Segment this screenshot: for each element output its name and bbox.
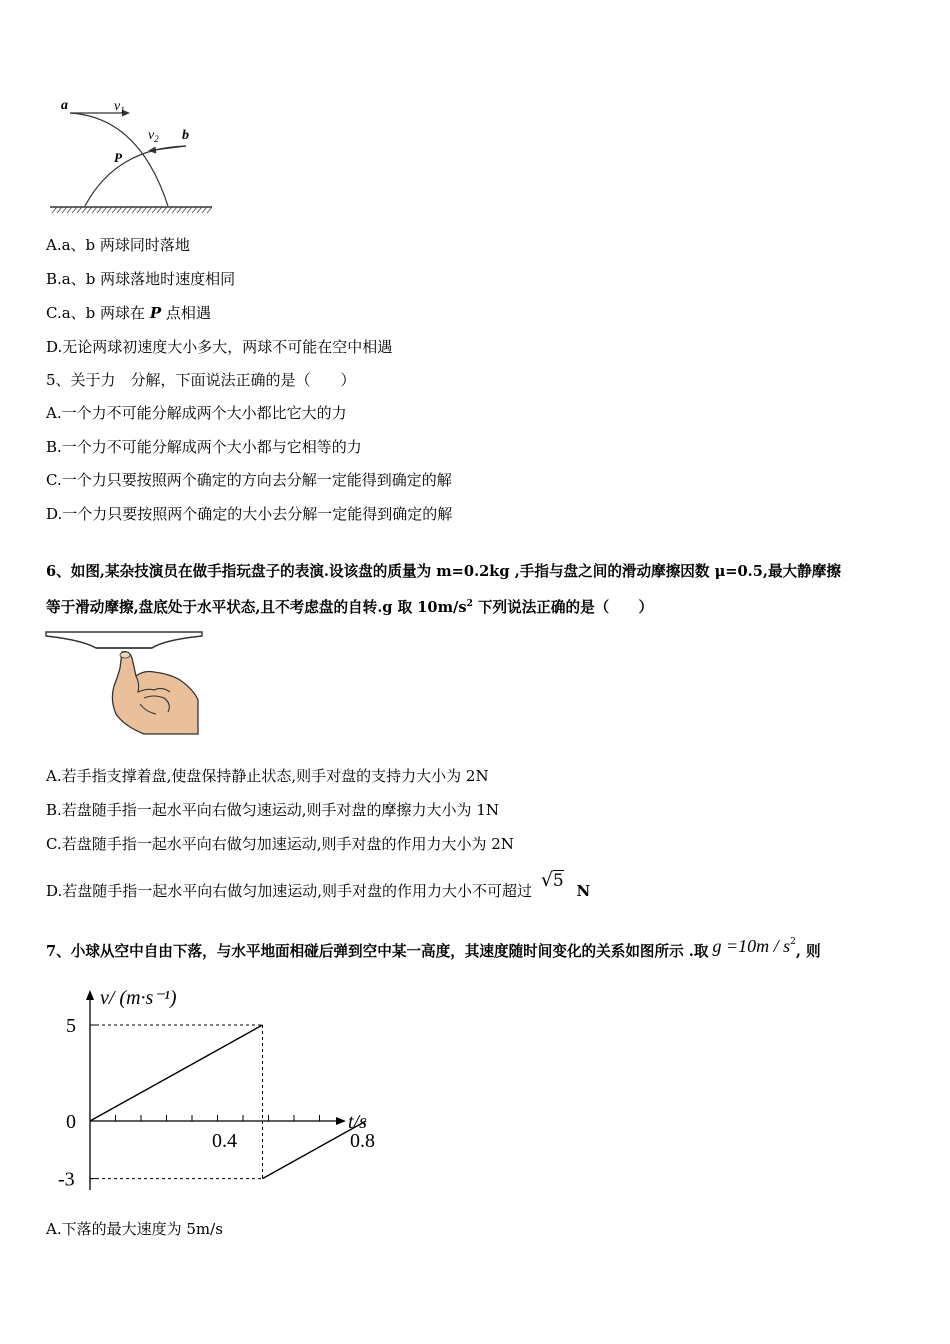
ground-hatch — [87, 207, 92, 213]
svg-text:v2: $v_2$ — [148, 128, 159, 144]
q5-option-a: A.一个力不可能分解成两个大小都比它大的力 — [46, 404, 347, 422]
q6-option-b: B.若盘随手指一起水平向右做匀速运动,则手对盘的摩擦力大小为 1N — [46, 801, 499, 819]
ground-hatch — [72, 207, 77, 213]
ground-hatch — [177, 207, 182, 213]
q5-option-d: D.一个力只要按照两个确定的大小去分解一定能得到确定的解 — [46, 505, 453, 523]
ground-hatch — [202, 207, 207, 213]
ground-hatch — [82, 207, 87, 213]
plate-on-finger-figure — [44, 628, 204, 738]
ground-hatch — [127, 207, 132, 213]
ground-hatch — [162, 207, 167, 213]
ground-hatch — [107, 207, 112, 213]
hand — [112, 652, 198, 734]
q4-option-a: A.a、b 两球同时落地 — [46, 236, 190, 254]
q4-option-b: B.a、b 两球落地时速度相同 — [46, 270, 236, 288]
ground-hatch — [52, 207, 57, 213]
y-axis-label: v/ (m·s⁻¹) — [100, 987, 177, 1009]
y-tick-label: -3 — [58, 1168, 75, 1191]
ground-hatch — [62, 207, 67, 213]
ground-hatch — [77, 207, 82, 213]
ground-hatch — [192, 207, 197, 213]
q7-option-a: A.下落的最大速度为 5m/s — [46, 1220, 223, 1238]
q7-stem: 7、小球从空中自由下落，与水平地面相碰后弹到空中某一高度，其速度随时间变化的关系如图所示 .取 $g =10m / s^2$, 则 — [46, 936, 821, 960]
ground-hatch — [97, 207, 102, 213]
ground-hatch — [92, 207, 97, 213]
q6-option-c: C.若盘随手指一起水平向右做匀加速运动,则手对盘的作用力大小为 2N — [46, 835, 514, 853]
ground-hatch — [142, 207, 147, 213]
trajectory-b — [85, 146, 186, 206]
x-tick-label: 0.4 — [212, 1130, 237, 1152]
ground-hatch — [182, 207, 187, 213]
q5-option-c: C.一个力只要按照两个确定的方向去分解一定能得到确定的解 — [46, 471, 452, 489]
q6-stem-line2: 等于滑动摩擦,盘底处于水平状态,且不考虑盘的自转.g 取 $10m/s^2$ 下列说法正确的是（ ） — [46, 599, 654, 616]
q6-option-d: D.若盘随手指一起水平向右做匀加速运动,则手对盘的作用力大小不可超过 √5 N — [46, 869, 591, 900]
sqrt-symbol: √5 — [540, 869, 564, 891]
svg-text:v1: $v_1$ — [114, 99, 125, 115]
x-tick-label: 0.8 — [350, 1130, 375, 1152]
ground-hatch — [167, 207, 172, 213]
v2-arrow — [154, 146, 186, 150]
x-axis-arrow — [336, 1117, 346, 1125]
q4-option-c: C.a、b 两球在 P 点相遇 — [46, 304, 211, 322]
q6-option-a: A.若手指支撑着盘,使盘保持静止状态,则手对盘的支持力大小为 2N — [46, 767, 489, 785]
label-P: P — [114, 150, 122, 165]
ground-hatch — [172, 207, 177, 213]
ground-hatch — [207, 207, 212, 213]
velocity-time-chart — [40, 982, 380, 1202]
label-v2: v — [148, 128, 155, 143]
label-b: b — [182, 128, 189, 143]
q4-option-d: D.无论两球初速度大小多大，两球不可能在空中相遇 — [46, 338, 393, 356]
q6-stem-line1: 6、如图,某杂技演员在做手指玩盘子的表演.设该盘的质量为 m=0.2kg ,手指与盘之间的滑动摩擦因数 μ=0.5,最大静摩擦 — [46, 563, 841, 580]
x-axis-label: t/s — [348, 1111, 367, 1133]
series-line-1 — [90, 1025, 263, 1121]
y-tick-label: 0 — [66, 1111, 76, 1133]
ground-hatch — [132, 207, 137, 213]
y-axis-arrow — [86, 990, 94, 1000]
projectile-figure — [44, 92, 219, 217]
ground-hatch — [152, 207, 157, 213]
ground-hatch — [137, 207, 142, 213]
ground-hatch — [117, 207, 122, 213]
ground-hatch — [57, 207, 62, 213]
ground-hatch — [197, 207, 202, 213]
ground-hatch — [157, 207, 162, 213]
label-a: a — [61, 98, 68, 113]
ground-hatch — [187, 207, 192, 213]
q5-option-b: B.一个力不可能分解成两个大小都与它相等的力 — [46, 438, 362, 456]
plate — [46, 632, 202, 648]
q5-stem: 5、关于力 分解，下面说法正确的是（ ） — [46, 371, 356, 389]
label-v1: v — [114, 99, 121, 114]
ground-hatch — [122, 207, 127, 213]
y-tick-label: 5 — [66, 1015, 76, 1037]
ground-hatch — [102, 207, 107, 213]
ground-hatch — [67, 207, 72, 213]
ground-hatch — [112, 207, 117, 213]
ground-hatch — [147, 207, 152, 213]
